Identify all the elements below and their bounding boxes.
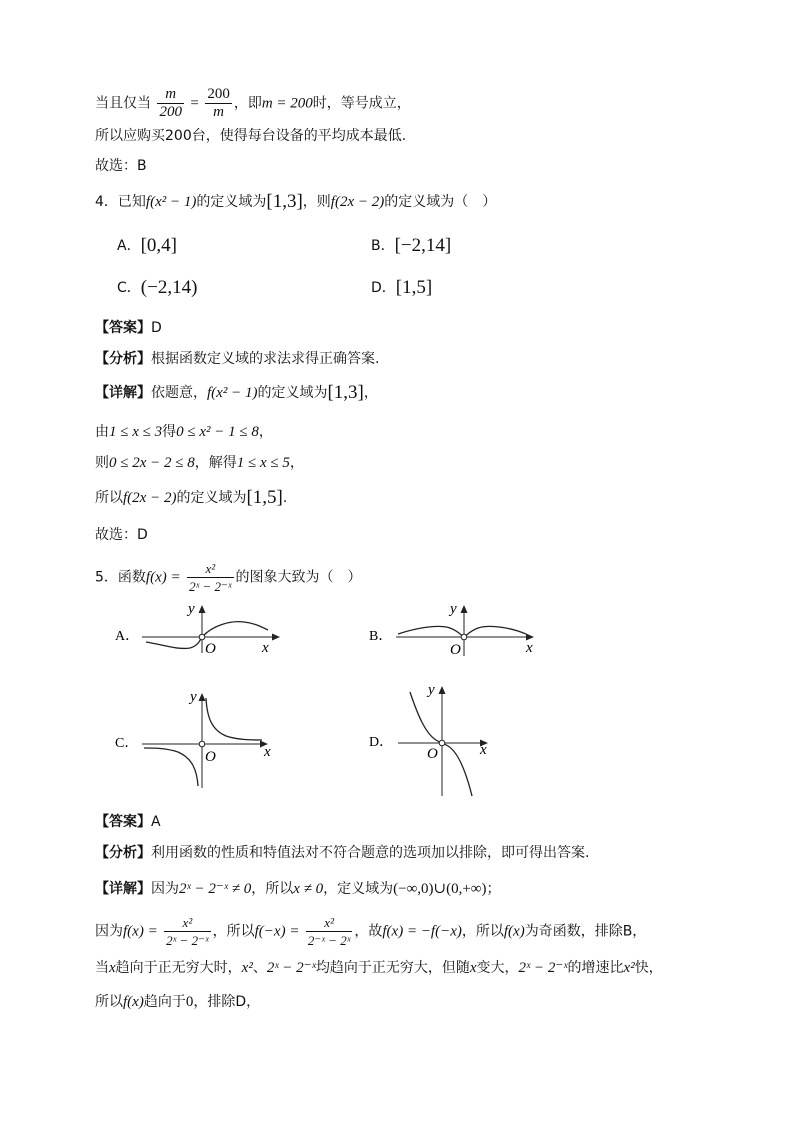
q5-stem: 5．函数f(x) = $\frac{\text{x²}}{\text{2ˣ − 2⁻ˣ}}$ 的图象大致为（ ） <box>95 561 362 594</box>
graph-a-origin-hole <box>199 634 205 640</box>
q5-last-line: 所以f(x)趋向于0，排除D， <box>95 994 261 1010</box>
svg-text:y: y <box>190 689 197 705</box>
graph-option-d[interactable] <box>366 680 506 800</box>
graph-c-curve-left <box>144 748 198 786</box>
q4-conclusion: 所以f(2x − 2)的定义域为[1,5]. <box>95 487 288 508</box>
graph-d-y-arrow <box>439 686 446 694</box>
graph-b-y-arrow <box>461 605 468 613</box>
graph-b-label: B． <box>369 629 393 644</box>
graph-c-curve-right <box>206 698 262 740</box>
q4-choice: 故选：D <box>95 527 148 543</box>
equality-condition-line: 当且仅当 $\frac{m}{200}$ = $\frac{200}{m}$ ，即m = 200时，等号成立， <box>95 86 411 120</box>
svg-text:O: O <box>205 749 216 765</box>
graph-c-label: C． <box>115 736 139 751</box>
q4-detail: 【详解】依题意，f(x² − 1)的定义域为[1,3]， <box>95 382 378 403</box>
svg-text:O: O <box>450 642 461 658</box>
fraction-200-over-m: $\frac{200}{m}$ <box>207 86 230 120</box>
q5-odd-function-line: 因为f(x) = $\frac{\text{x²}}{\text{2ˣ − 2⁻ˣ}}$ ，所以f(−x) = $\frac{\text{x²}}{\text{2⁻ˣ − 2ˣ}}$ ，故f(x) = −f(−x)，所以f(x)为奇函数，排除B， <box>95 915 647 948</box>
graph-d-label: D． <box>369 735 394 750</box>
graph-a-y-arrow <box>199 605 206 613</box>
graph-d-origin-hole <box>439 740 445 746</box>
q5-analysis: 【分析】利用函数的性质和特值法对不符合题意的选项加以排除，即可得出答案. <box>95 845 590 861</box>
svg-text:y: y <box>188 601 195 617</box>
graph-c-origin-hole <box>199 741 205 747</box>
q4-step-2: 则0 ≤ 2x − 2 ≤ 8，解得1 ≤ x ≤ 5， <box>95 455 304 471</box>
q4-analysis: 【分析】根据函数定义域的求法求得正确答案. <box>95 351 380 367</box>
graph-b-origin-hole <box>461 634 467 640</box>
q3-choice: 故选：B <box>95 158 147 174</box>
q4-stem: 4．已知f(x² − 1)的定义域为[1,3]，则f(2x − 2)的定义域为（ ） <box>95 191 497 212</box>
graph-a-x-arrow <box>272 634 280 641</box>
q4-option-d[interactable]: D．[1,5] <box>371 277 433 298</box>
q5-limit-line: 当x趋向于正无穷大时，x²、2ˣ − 2⁻ˣ均趋向于正无穷大，但随x变大，2ˣ − 2⁻ˣ的增速比x²快， <box>95 960 663 976</box>
purchase-conclusion: 所以应购买200台，使得每台设备的平均成本最低. <box>95 128 407 144</box>
svg-text:x: x <box>526 640 533 656</box>
q5-fraction: $\frac{\text{x²}}{\text{2ˣ − 2⁻ˣ}}$ <box>189 561 232 594</box>
graph-option-c[interactable] <box>112 684 287 792</box>
svg-text:O: O <box>205 641 216 656</box>
q5-answer: 【答案】A <box>95 814 161 830</box>
q4-option-b[interactable]: B．[−2,14] <box>371 235 452 256</box>
fraction-m-over-200: $\frac{m}{200}$ <box>159 86 182 120</box>
graph-c-y-arrow <box>199 693 206 701</box>
q5-detail-domain: 【详解】因为2ˣ − 2⁻ˣ ≠ 0，所以x ≠ 0，定义域为(−∞,0)∪(0,+∞)； <box>95 881 501 897</box>
graph-a-label: A． <box>115 629 140 644</box>
q4-step-1: 由1 ≤ x ≤ 3得0 ≤ x² − 1 ≤ 8， <box>95 424 273 440</box>
q4-option-c[interactable]: C．(−2,14) <box>117 277 198 298</box>
svg-text:y: y <box>428 682 435 698</box>
svg-text:x: x <box>480 742 487 758</box>
svg-text:y: y <box>450 601 457 617</box>
svg-text:x: x <box>262 640 269 656</box>
q4-option-a[interactable]: A．[0,4] <box>117 235 177 256</box>
svg-text:O: O <box>427 746 438 762</box>
graph-option-a[interactable] <box>112 596 287 656</box>
graph-option-b[interactable] <box>366 596 541 660</box>
q4-answer: 【答案】D <box>95 320 162 336</box>
svg-text:x: x <box>264 744 271 760</box>
